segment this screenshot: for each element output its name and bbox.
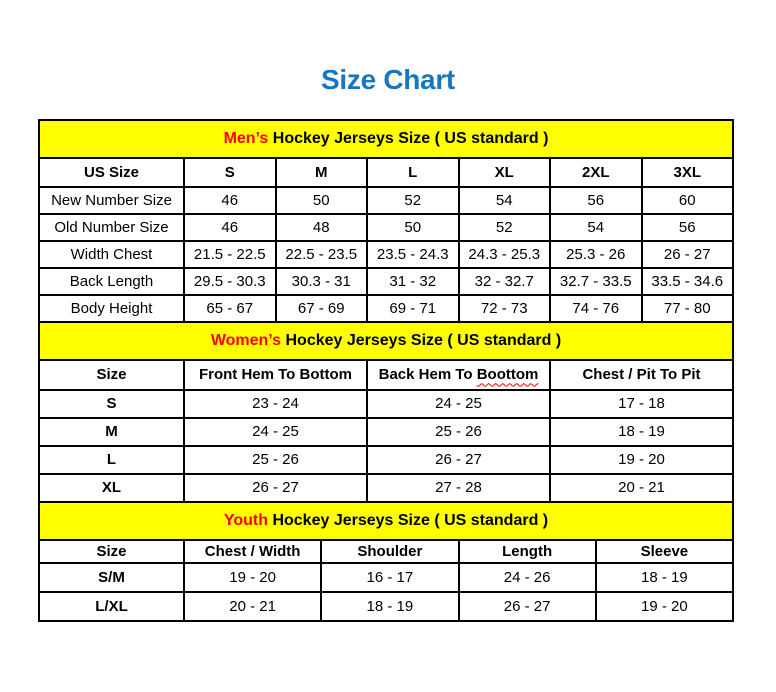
value-cell: 74 - 76 [550,295,642,322]
value-cell: 26 - 27 [459,592,596,621]
table-row [39,446,733,474]
header-cell: Front Hem To Bottom [184,360,367,390]
table-row [39,474,733,502]
band-highlight: Men’s [223,129,269,147]
value-cell: 22.5 - 23.5 [276,241,368,268]
value-cell: 50 [276,187,368,214]
header-cell: Shoulder [321,540,458,563]
header-cell: M [276,158,368,187]
mens-header-row [39,158,733,187]
row-label-cell: Back Length [39,268,184,295]
header-cell: L [367,158,459,187]
value-cell: 23.5 - 24.3 [367,241,459,268]
youth-band [39,502,733,540]
row-label-cell: M [39,418,184,446]
value-cell: 60 [642,187,734,214]
header-cell: Size [39,540,184,563]
womens-size-table [38,321,734,503]
row-label-cell: Width Chest [39,241,184,268]
table-row [39,295,733,322]
value-cell: 19 - 20 [596,592,733,621]
value-cell: 46 [184,214,276,241]
value-cell: 24.3 - 25.3 [459,241,551,268]
misspelled-word: Boottom [476,366,539,384]
header-cell: XL [459,158,551,187]
womens-band [39,322,733,360]
header-cell: Chest / Pit To Pit [550,360,733,390]
value-cell: 24 - 25 [184,418,367,446]
table-row [39,563,733,592]
band-text: Hockey Jerseys Size ( US standard ) [268,129,549,147]
header-cell: Back Hem To Boottom [367,360,550,390]
table-row [39,268,733,295]
womens-header-row [39,360,733,390]
header-cell: 3XL [642,158,734,187]
value-cell: 30.3 - 31 [276,268,368,295]
size-tables [38,119,734,622]
youth-header-row [39,540,733,563]
youth-size-table [38,501,734,622]
value-cell: 27 - 28 [367,474,550,502]
table-row [39,214,733,241]
value-cell: 20 - 21 [550,474,733,502]
value-cell: 18 - 19 [596,563,733,592]
value-cell: 54 [459,187,551,214]
value-cell: 26 - 27 [367,446,550,474]
header-cell: Size [39,360,184,390]
value-cell: 32 - 32.7 [459,268,551,295]
table-row [39,241,733,268]
band-highlight: Youth [223,511,268,529]
row-label-cell: Old Number Size [39,214,184,241]
row-label-cell: S/M [39,563,184,592]
value-cell: 25.3 - 26 [550,241,642,268]
value-cell: 29.5 - 30.3 [184,268,276,295]
row-label-cell: XL [39,474,184,502]
value-cell: 52 [367,187,459,214]
row-label-cell: L [39,446,184,474]
value-cell: 24 - 26 [459,563,596,592]
value-cell: 72 - 73 [459,295,551,322]
band-highlight: Women’s [210,331,282,349]
value-cell: 16 - 17 [321,563,458,592]
value-cell: 56 [550,187,642,214]
row-label-cell: S [39,390,184,418]
header-cell: Sleeve [596,540,733,563]
page-title: Size Chart [321,64,455,95]
value-cell: 46 [184,187,276,214]
header-cell: Length [459,540,596,563]
value-cell: 31 - 32 [367,268,459,295]
value-cell: 26 - 27 [184,474,367,502]
value-cell: 32.7 - 33.5 [550,268,642,295]
table-row [39,592,733,621]
value-cell: 69 - 71 [367,295,459,322]
value-cell: 50 [367,214,459,241]
value-cell: 33.5 - 34.6 [642,268,734,295]
value-cell: 18 - 19 [321,592,458,621]
value-cell: 65 - 67 [184,295,276,322]
value-cell: 24 - 25 [367,390,550,418]
value-cell: 52 [459,214,551,241]
value-cell: 56 [642,214,734,241]
table-row [39,390,733,418]
header-cell: 2XL [550,158,642,187]
band-text: Hockey Jerseys Size ( US standard ) [281,331,562,349]
table-row [39,187,733,214]
youth-band-row [39,502,733,540]
table-row [39,418,733,446]
value-cell: 21.5 - 22.5 [184,241,276,268]
band-text: Hockey Jerseys Size ( US standard ) [268,511,549,529]
value-cell: 17 - 18 [550,390,733,418]
value-cell: 26 - 27 [642,241,734,268]
mens-size-table [38,119,734,323]
value-cell: 48 [276,214,368,241]
row-label-cell: Body Height [39,295,184,322]
value-cell: 54 [550,214,642,241]
womens-band-row [39,322,733,360]
header-cell: S [184,158,276,187]
value-cell: 23 - 24 [184,390,367,418]
mens-band-row [39,120,733,158]
value-cell: 25 - 26 [184,446,367,474]
value-cell: 77 - 80 [642,295,734,322]
header-cell: US Size [39,158,184,187]
row-label-cell: L/XL [39,592,184,621]
mens-band [39,120,733,158]
header-cell: Chest / Width [184,540,321,563]
value-cell: 19 - 20 [550,446,733,474]
value-cell: 18 - 19 [550,418,733,446]
value-cell: 19 - 20 [184,563,321,592]
row-label-cell: New Number Size [39,187,184,214]
value-cell: 25 - 26 [367,418,550,446]
value-cell: 67 - 69 [276,295,368,322]
value-cell: 20 - 21 [184,592,321,621]
